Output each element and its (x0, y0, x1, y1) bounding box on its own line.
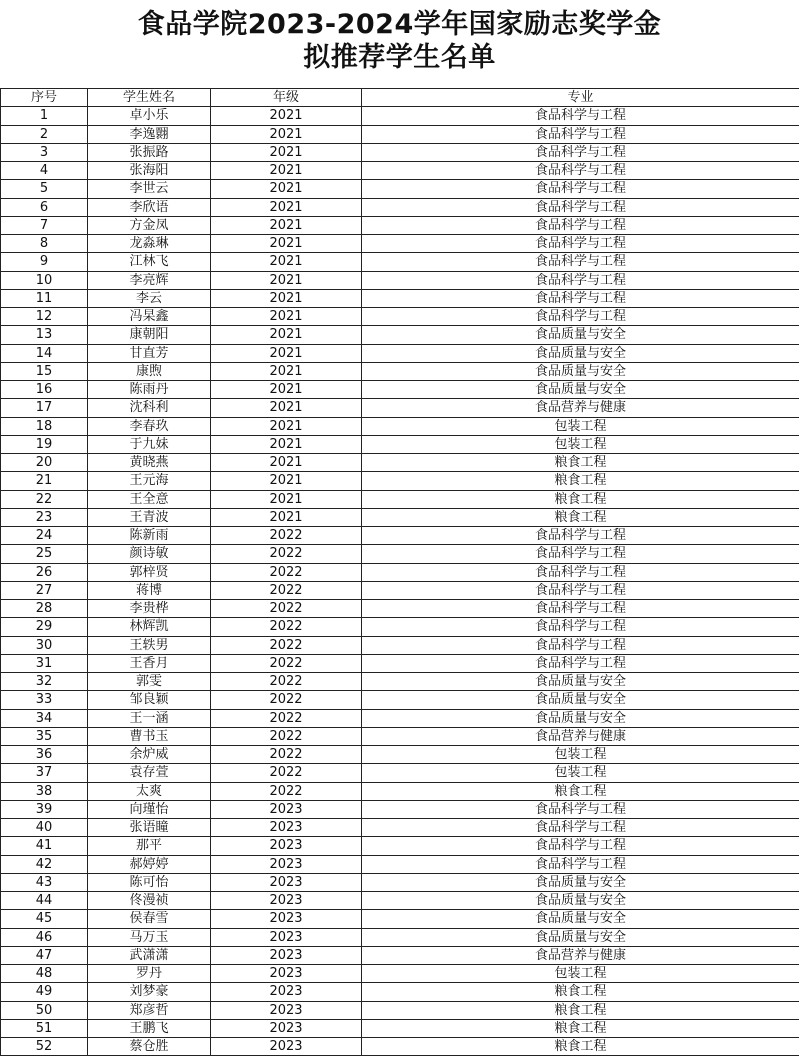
row-index: 23 (1, 508, 88, 526)
major: 食品科学与工程 (362, 235, 799, 253)
major: 食品科学与工程 (362, 636, 799, 654)
major: 食品科学与工程 (362, 527, 799, 545)
grade: 2023 (211, 800, 362, 818)
grade: 2023 (211, 892, 362, 910)
student-name: 江林飞 (88, 253, 211, 271)
grade: 2023 (211, 983, 362, 1001)
grade: 2022 (211, 600, 362, 618)
table-row (1, 417, 799, 435)
student-name: 蒋博 (88, 581, 211, 599)
grade: 2022 (211, 563, 362, 581)
row-index: 3 (1, 143, 88, 161)
major: 食品科学与工程 (362, 563, 799, 581)
row-index: 4 (1, 162, 88, 180)
header-student-name: 学生姓名 (88, 89, 211, 107)
grade: 2022 (211, 673, 362, 691)
row-index: 25 (1, 545, 88, 563)
row-index: 51 (1, 1019, 88, 1037)
table-row (1, 910, 799, 928)
major: 食品科学与工程 (362, 125, 799, 143)
page-subtitle: 拟推荐学生名单 (303, 42, 496, 73)
table-row (1, 618, 799, 636)
student-name: 沈科利 (88, 399, 211, 417)
student-name: 李世云 (88, 180, 211, 198)
row-index: 2 (1, 125, 88, 143)
row-index: 49 (1, 983, 88, 1001)
header-grade: 年级 (211, 89, 362, 107)
row-index: 15 (1, 362, 88, 380)
student-name: 侯春雪 (88, 910, 211, 928)
student-name: 太爽 (88, 782, 211, 800)
major: 食品质量与安全 (362, 673, 799, 691)
major: 粮食工程 (362, 1001, 799, 1019)
grade: 2023 (211, 1001, 362, 1019)
row-index: 33 (1, 691, 88, 709)
table-row (1, 454, 799, 472)
row-index: 11 (1, 289, 88, 307)
major: 食品质量与安全 (362, 928, 799, 946)
grade: 2022 (211, 581, 362, 599)
student-name: 余炉威 (88, 746, 211, 764)
table-row (1, 600, 799, 618)
student-name: 向瑾怡 (88, 800, 211, 818)
grade: 2023 (211, 873, 362, 891)
table-row (1, 892, 799, 910)
table-row (1, 1001, 799, 1019)
student-name: 康朝阳 (88, 326, 211, 344)
row-index: 46 (1, 928, 88, 946)
table-row (1, 180, 799, 198)
grade: 2021 (211, 472, 362, 490)
table-row (1, 654, 799, 672)
student-name: 张海阳 (88, 162, 211, 180)
grade: 2021 (211, 362, 362, 380)
table-row (1, 344, 799, 362)
grade: 2023 (211, 819, 362, 837)
table-row (1, 636, 799, 654)
student-name: 颜诗敏 (88, 545, 211, 563)
grade: 2022 (211, 636, 362, 654)
table-row (1, 928, 799, 946)
table-row (1, 819, 799, 837)
row-index: 1 (1, 107, 88, 125)
row-index: 6 (1, 198, 88, 216)
student-name: 李逸翾 (88, 125, 211, 143)
table-row (1, 581, 799, 599)
row-index: 35 (1, 727, 88, 745)
major: 包装工程 (362, 965, 799, 983)
grade: 2021 (211, 344, 362, 362)
student-name: 甘直芳 (88, 344, 211, 362)
major: 食品科学与工程 (362, 837, 799, 855)
row-index: 16 (1, 381, 88, 399)
table-row (1, 983, 799, 1001)
grade: 2021 (211, 180, 362, 198)
major: 食品科学与工程 (362, 600, 799, 618)
table-row (1, 362, 799, 380)
table-row (1, 289, 799, 307)
table-row (1, 709, 799, 727)
student-name: 陈新雨 (88, 527, 211, 545)
table-row (1, 563, 799, 581)
table-row (1, 162, 799, 180)
major: 粮食工程 (362, 490, 799, 508)
grade: 2023 (211, 946, 362, 964)
major: 粮食工程 (362, 983, 799, 1001)
grade: 2023 (211, 1019, 362, 1037)
grade: 2021 (211, 289, 362, 307)
table-row (1, 326, 799, 344)
student-roster-table (0, 88, 799, 1056)
student-name: 蔡仓胜 (88, 1038, 211, 1056)
major: 食品科学与工程 (362, 618, 799, 636)
grade: 2021 (211, 417, 362, 435)
table-row (1, 545, 799, 563)
student-name: 张语瞳 (88, 819, 211, 837)
student-name: 冯杲鑫 (88, 308, 211, 326)
grade: 2021 (211, 162, 362, 180)
major: 食品营养与健康 (362, 946, 799, 964)
student-name: 邹良颖 (88, 691, 211, 709)
student-name: 刘梦豪 (88, 983, 211, 1001)
grade: 2022 (211, 746, 362, 764)
major: 食品科学与工程 (362, 143, 799, 161)
student-name: 王全意 (88, 490, 211, 508)
major: 食品科学与工程 (362, 654, 799, 672)
grade: 2021 (211, 198, 362, 216)
grade: 2021 (211, 271, 362, 289)
major: 食品科学与工程 (362, 819, 799, 837)
grade: 2023 (211, 910, 362, 928)
grade: 2021 (211, 435, 362, 453)
student-name: 方金凤 (88, 216, 211, 234)
grade: 2021 (211, 326, 362, 344)
table-row (1, 965, 799, 983)
table-row (1, 946, 799, 964)
table-row (1, 508, 799, 526)
row-index: 36 (1, 746, 88, 764)
grade: 2022 (211, 654, 362, 672)
row-index: 18 (1, 417, 88, 435)
student-name: 李春玖 (88, 417, 211, 435)
student-name: 王鹏飞 (88, 1019, 211, 1037)
row-index: 5 (1, 180, 88, 198)
major: 食品质量与安全 (362, 326, 799, 344)
grade: 2021 (211, 399, 362, 417)
major: 粮食工程 (362, 472, 799, 490)
row-index: 45 (1, 910, 88, 928)
major: 食品质量与安全 (362, 892, 799, 910)
major: 食品质量与安全 (362, 709, 799, 727)
row-index: 20 (1, 454, 88, 472)
student-name: 武潇潇 (88, 946, 211, 964)
major: 包装工程 (362, 746, 799, 764)
header-major: 专业 (362, 89, 799, 107)
header-row (1, 89, 799, 107)
major: 食品科学与工程 (362, 855, 799, 873)
major: 食品科学与工程 (362, 198, 799, 216)
major: 食品科学与工程 (362, 162, 799, 180)
grade: 2021 (211, 454, 362, 472)
table-row (1, 490, 799, 508)
grade: 2022 (211, 727, 362, 745)
table-row (1, 764, 799, 782)
grade: 2021 (211, 107, 362, 125)
table-row (1, 125, 799, 143)
student-name: 陈雨丹 (88, 381, 211, 399)
student-name: 龙淼琳 (88, 235, 211, 253)
student-name: 李贵桦 (88, 600, 211, 618)
table-row (1, 198, 799, 216)
major: 食品科学与工程 (362, 545, 799, 563)
major: 食品营养与健康 (362, 727, 799, 745)
grade: 2023 (211, 837, 362, 855)
row-index: 7 (1, 216, 88, 234)
student-name: 李云 (88, 289, 211, 307)
row-index: 50 (1, 1001, 88, 1019)
table-header (1, 89, 799, 107)
row-index: 14 (1, 344, 88, 362)
major: 食品营养与健康 (362, 399, 799, 417)
student-name: 王一涵 (88, 709, 211, 727)
title-block (0, 0, 799, 87)
row-index: 52 (1, 1038, 88, 1056)
row-index: 43 (1, 873, 88, 891)
major: 食品科学与工程 (362, 289, 799, 307)
table-row (1, 399, 799, 417)
grade: 2021 (211, 508, 362, 526)
row-index: 13 (1, 326, 88, 344)
major: 食品科学与工程 (362, 107, 799, 125)
major: 食品质量与安全 (362, 362, 799, 380)
table-row (1, 746, 799, 764)
row-index: 44 (1, 892, 88, 910)
major: 食品质量与安全 (362, 910, 799, 928)
row-index: 10 (1, 271, 88, 289)
table-row (1, 381, 799, 399)
student-name: 马万玉 (88, 928, 211, 946)
major: 食品科学与工程 (362, 800, 799, 818)
table-row (1, 472, 799, 490)
row-index: 27 (1, 581, 88, 599)
student-name: 曹书玉 (88, 727, 211, 745)
grade: 2023 (211, 1038, 362, 1056)
student-name: 于九妹 (88, 435, 211, 453)
page-title: 食品学院2023-2024学年国家励志奖学金 (137, 9, 662, 40)
major: 食品质量与安全 (362, 381, 799, 399)
student-name: 李欣语 (88, 198, 211, 216)
row-index: 41 (1, 837, 88, 855)
student-name: 林辉凯 (88, 618, 211, 636)
row-index: 31 (1, 654, 88, 672)
major: 粮食工程 (362, 454, 799, 472)
major: 食品科学与工程 (362, 308, 799, 326)
major: 食品科学与工程 (362, 253, 799, 271)
row-index: 29 (1, 618, 88, 636)
grade: 2021 (211, 490, 362, 508)
grade: 2021 (211, 143, 362, 161)
row-index: 42 (1, 855, 88, 873)
table-row (1, 855, 799, 873)
header-index: 序号 (1, 89, 88, 107)
student-name: 王元海 (88, 472, 211, 490)
grade: 2023 (211, 928, 362, 946)
table-row (1, 527, 799, 545)
student-name: 罗丹 (88, 965, 211, 983)
major: 食品科学与工程 (362, 271, 799, 289)
student-name: 佟漫祯 (88, 892, 211, 910)
major: 食品科学与工程 (362, 581, 799, 599)
grade: 2022 (211, 618, 362, 636)
table-row (1, 308, 799, 326)
table-body (1, 107, 799, 1056)
student-name: 郝婷婷 (88, 855, 211, 873)
table-row (1, 107, 799, 125)
table-row (1, 235, 799, 253)
table-row (1, 435, 799, 453)
major: 包装工程 (362, 417, 799, 435)
table-row (1, 1019, 799, 1037)
row-index: 30 (1, 636, 88, 654)
row-index: 38 (1, 782, 88, 800)
grade: 2021 (211, 235, 362, 253)
major: 食品质量与安全 (362, 691, 799, 709)
grade: 2022 (211, 782, 362, 800)
grade: 2021 (211, 125, 362, 143)
row-index: 9 (1, 253, 88, 271)
student-name: 王轶男 (88, 636, 211, 654)
grade: 2021 (211, 253, 362, 271)
table-row (1, 691, 799, 709)
row-index: 22 (1, 490, 88, 508)
table-row (1, 673, 799, 691)
row-index: 28 (1, 600, 88, 618)
student-name: 那平 (88, 837, 211, 855)
row-index: 26 (1, 563, 88, 581)
student-name: 郑彦哲 (88, 1001, 211, 1019)
student-name: 郭梓贤 (88, 563, 211, 581)
major: 食品科学与工程 (362, 216, 799, 234)
row-index: 21 (1, 472, 88, 490)
row-index: 47 (1, 946, 88, 964)
student-name: 康煦 (88, 362, 211, 380)
row-index: 12 (1, 308, 88, 326)
major: 粮食工程 (362, 1038, 799, 1056)
table-row (1, 837, 799, 855)
student-name: 卓小乐 (88, 107, 211, 125)
major: 包装工程 (362, 435, 799, 453)
row-index: 40 (1, 819, 88, 837)
table-row (1, 253, 799, 271)
major: 粮食工程 (362, 782, 799, 800)
grade: 2022 (211, 709, 362, 727)
grade: 2023 (211, 855, 362, 873)
row-index: 24 (1, 527, 88, 545)
row-index: 17 (1, 399, 88, 417)
row-index: 8 (1, 235, 88, 253)
table-row (1, 271, 799, 289)
table-row (1, 1038, 799, 1056)
student-name: 王香月 (88, 654, 211, 672)
grade: 2022 (211, 545, 362, 563)
major: 粮食工程 (362, 508, 799, 526)
row-index: 32 (1, 673, 88, 691)
student-name: 郭雯 (88, 673, 211, 691)
major: 食品质量与安全 (362, 873, 799, 891)
student-name: 李亮辉 (88, 271, 211, 289)
row-index: 19 (1, 435, 88, 453)
major: 粮食工程 (362, 1019, 799, 1037)
grade: 2023 (211, 965, 362, 983)
table-row (1, 873, 799, 891)
grade: 2021 (211, 381, 362, 399)
student-name: 袁存萱 (88, 764, 211, 782)
student-name: 王青波 (88, 508, 211, 526)
grade: 2021 (211, 216, 362, 234)
row-index: 39 (1, 800, 88, 818)
table-row (1, 800, 799, 818)
table-row (1, 727, 799, 745)
major: 食品科学与工程 (362, 180, 799, 198)
student-name: 黄晓燕 (88, 454, 211, 472)
student-name: 张振路 (88, 143, 211, 161)
grade: 2022 (211, 764, 362, 782)
table-row (1, 782, 799, 800)
major: 包装工程 (362, 764, 799, 782)
table-row (1, 143, 799, 161)
table-row (1, 216, 799, 234)
major: 食品质量与安全 (362, 344, 799, 362)
row-index: 37 (1, 764, 88, 782)
student-name: 陈可怡 (88, 873, 211, 891)
row-index: 48 (1, 965, 88, 983)
grade: 2021 (211, 308, 362, 326)
grade: 2022 (211, 691, 362, 709)
grade: 2022 (211, 527, 362, 545)
row-index: 34 (1, 709, 88, 727)
